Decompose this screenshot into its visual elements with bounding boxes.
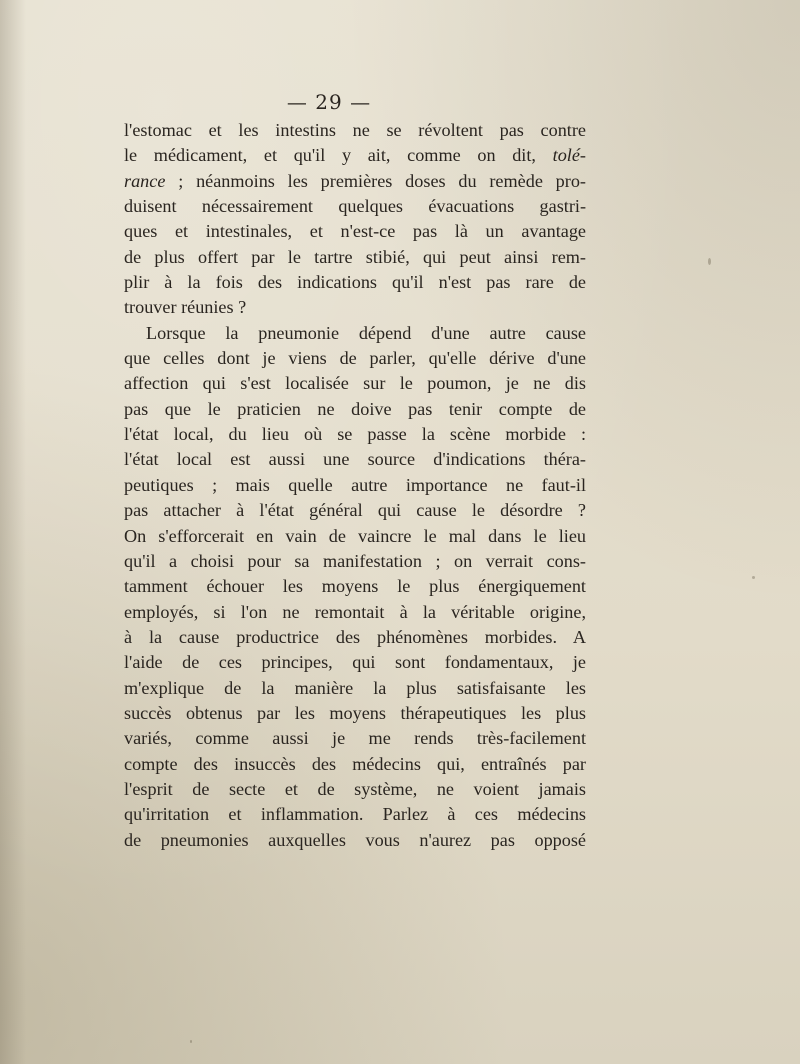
italic-word: rance [124,170,166,191]
paper-speck [548,844,550,846]
text-line: de pneumonies auxquelles vous n'aurez pas opposé [124,829,586,850]
text-line: qu'irritation et inflammation. Parlez à ces médecins [124,804,586,825]
text-line: pas que le praticien ne doive pas tenir compte de [124,398,586,419]
italic-word: tolé- [552,145,586,166]
text-line: tamment échouer les moyens le plus énergiquement [124,576,586,597]
page-number: — 29 — [286,90,372,114]
paper-speck [708,258,711,265]
text-line: ques et intestinales, et n'est-ce pas là un avantage [124,221,586,242]
text-line: On s'efforcerait en vain de vaincre le mal dans le lieu [124,525,586,546]
text-line: de plus offert par le tartre stibié, qui peut ainsi rem- [124,246,586,267]
text-line: plir à la fois des indications qu'il n'est pas rare de [124,272,586,293]
text-line: succès obtenus par les moyens thérapeutiques les plus [124,702,586,723]
paper-speck [190,1040,192,1043]
text-line: m'explique de la manière la plus satisfaisante les [124,677,586,698]
text-line: l'aide de ces principes, qui sont fondamentaux, je [124,652,586,673]
text-line [124,143,586,168]
paragraph-first-line: Lorsque la pneumonie dépend d'une autre cause [146,322,586,343]
page-gutter-shadow [0,0,26,1064]
text-line: l'état local, du lieu où se passe la scène morbide : [124,424,586,445]
text-line: pas attacher à l'état général qui cause le désordre ? [124,500,586,521]
text-line-content: le médicament, et qu'il y ait, comme on dit, tolé- [124,145,586,166]
text-line: qu'il a choisi pour sa manifestation ; on verrait cons- [124,550,586,571]
text-line: employés, si l'on ne remontait à la véritable origine, [124,601,586,622]
text-line: l'état local est aussi une source d'indications théra- [124,449,586,470]
text-line: duisent nécessairement quelques évacuations gastri- [124,196,586,217]
page-text-body [124,118,586,853]
text-line: affection qui s'est localisée sur le poumon, je ne dis [124,373,586,394]
text-line: l'estomac et les intestins ne se révoltent pas contre [124,120,586,140]
text-line: l'esprit de secte et de système, ne voient jamais [124,778,586,799]
text-line: variés, comme aussi je me rends très-facilement [124,728,586,749]
text-line: trouver réunies ? [124,297,247,318]
paper-speck [752,576,755,579]
text-line: rance ; néanmoins les premières doses du remède pro- [124,170,586,191]
text-line: compte des insuccès des médecins qui, entraînés par [124,753,586,774]
text-line: que celles dont je viens de parler, qu'elle dérive d'une [124,348,586,369]
text-line: à la cause productrice des phénomènes morbides. A [124,626,586,647]
text-line: peutiques ; mais quelle autre importance ne faut-il [124,474,586,495]
